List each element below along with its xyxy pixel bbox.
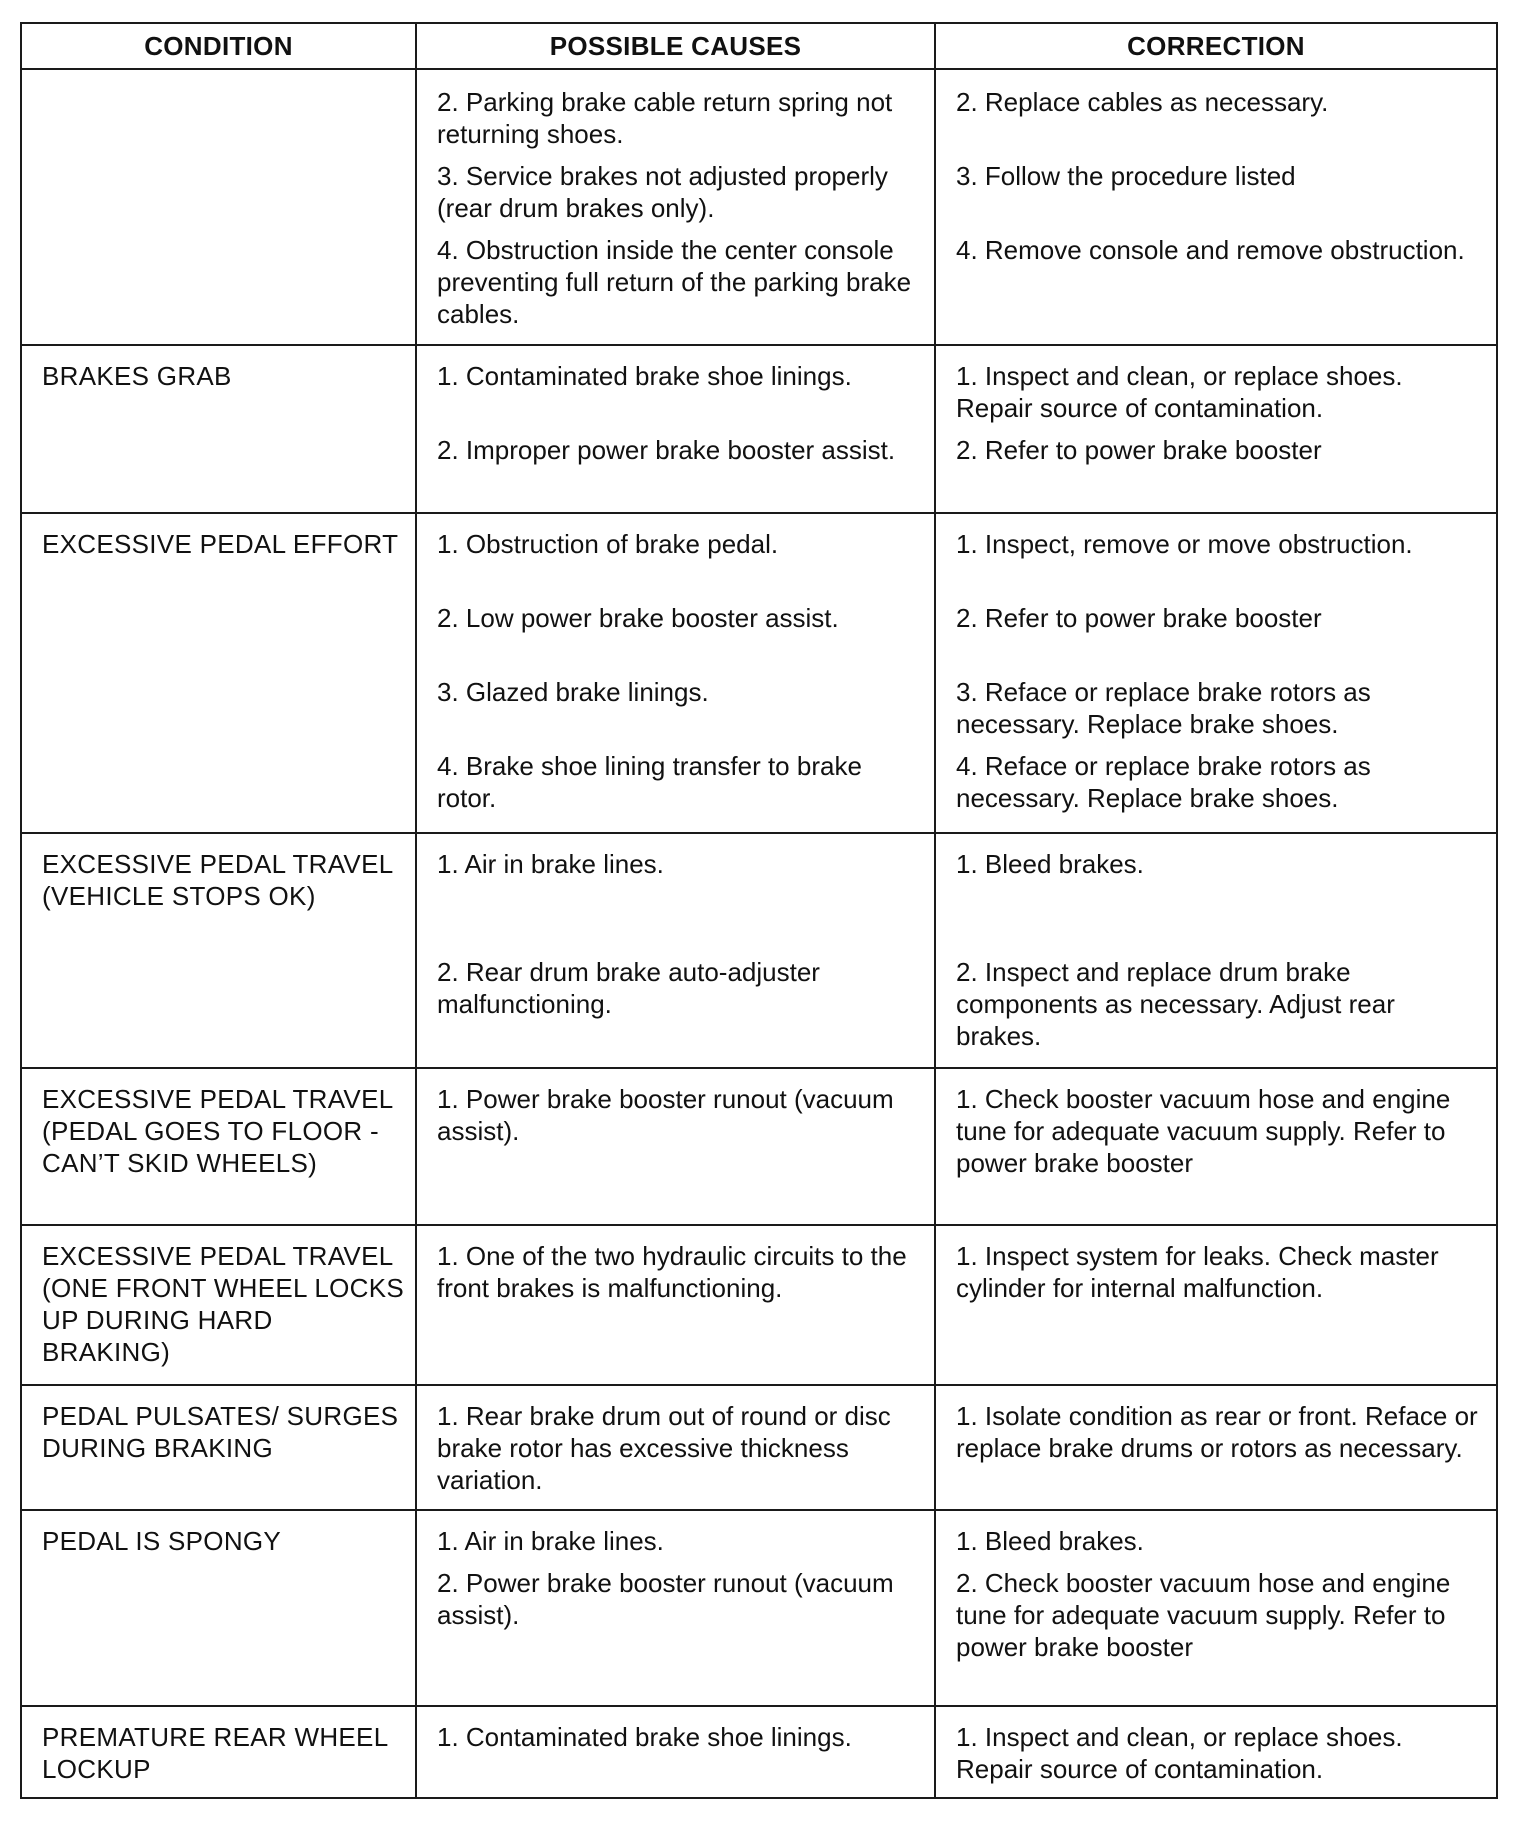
causes-cell — [416, 1385, 935, 1510]
cause-item: 2. Low power brake booster assist. — [437, 603, 839, 633]
cause-item: 1. Contaminated brake shoe linings. — [437, 361, 852, 391]
causes-cell — [416, 1068, 935, 1225]
correction-item: 2. Refer to power brake booster — [956, 435, 1322, 465]
correction-item: 1. Bleed brakes. — [956, 849, 1144, 879]
correction-item: 2. Replace cables as necessary. — [956, 87, 1329, 117]
causes-cell — [416, 345, 935, 513]
header-possible-causes: POSSIBLE CAUSES — [416, 23, 935, 69]
cause-item: 4. Obstruction inside the center console preventing full return of the parking brake cables. — [437, 235, 912, 329]
condition-cell: PEDAL PULSATES/ SURGES DURING BRAKING — [21, 1385, 416, 1510]
correction-item: 1. Inspect and clean, or replace shoes. Repair source of contamination. — [956, 1722, 1403, 1784]
cause-item: 2. Rear drum brake auto-adjuster malfunctioning. — [437, 957, 820, 1019]
correction-cell — [935, 1510, 1497, 1706]
correction-item: 4. Remove console and remove obstruction. — [956, 235, 1465, 265]
causes-cell — [416, 69, 935, 345]
cause-item: 1. Air in brake lines. — [437, 1526, 664, 1556]
correction-cell — [935, 1068, 1497, 1225]
correction-item: 3. Follow the procedure listed — [956, 161, 1296, 191]
causes-cell — [416, 1510, 935, 1706]
cause-item: 3. Service brakes not adjusted properly (rear drum brakes only). — [437, 161, 888, 223]
table-row — [21, 1225, 1497, 1385]
correction-item: 1. Inspect system for leaks. Check master cylinder for internal malfunction. — [956, 1241, 1439, 1303]
correction-cell — [935, 833, 1497, 1068]
causes-cell — [416, 833, 935, 1068]
correction-item: 3. Reface or replace brake rotors as necessary. Replace brake shoes. — [956, 677, 1371, 739]
table-row — [21, 513, 1497, 833]
cause-item: 2. Parking brake cable return spring not returning shoes. — [437, 87, 893, 149]
table-row — [21, 69, 1497, 345]
condition-cell: PREMATURE REAR WHEEL LOCKUP — [21, 1706, 416, 1798]
correction-item: 1. Inspect, remove or move obstruction. — [956, 529, 1413, 559]
correction-item: 2. Inspect and replace drum brake components as necessary. Adjust rear brakes. — [956, 957, 1395, 1051]
correction-item: 1. Inspect and clean, or replace shoes. Repair source of contamination. — [956, 361, 1403, 423]
cause-item: 3. Glazed brake linings. — [437, 677, 709, 707]
correction-item: 2. Refer to power brake booster — [956, 603, 1322, 633]
cause-item: 1. Power brake booster runout (vacuum assist). — [437, 1084, 894, 1146]
cause-item: 1. Obstruction of brake pedal. — [437, 529, 779, 559]
cause-item: 1. Contaminated brake shoe linings. — [437, 1722, 852, 1752]
table-row — [21, 1068, 1497, 1225]
condition-cell: BRAKES GRAB — [21, 345, 416, 513]
table-row — [21, 833, 1497, 1068]
condition-cell: EXCESSIVE PEDAL TRAVEL (PEDAL GOES TO FLOOR - CAN’T SKID WHEELS) — [21, 1068, 416, 1225]
correction-cell — [935, 1225, 1497, 1385]
correction-item: 1. Bleed brakes. — [956, 1526, 1144, 1556]
cause-item: 2. Power brake booster runout (vacuum assist). — [437, 1568, 894, 1630]
condition-cell: EXCESSIVE PEDAL TRAVEL (VEHICLE STOPS OK) — [21, 833, 416, 1068]
correction-item: 1. Isolate condition as rear or front. Reface or replace brake drums or rotors as necessary. — [956, 1401, 1478, 1463]
correction-item: 2. Check booster vacuum hose and engine tune for adequate vacuum supply. Refer to power brake booster — [956, 1568, 1451, 1662]
correction-cell — [935, 69, 1497, 345]
header-condition: CONDITION — [21, 23, 416, 69]
table-row — [21, 1385, 1497, 1510]
cause-item: 1. Rear brake drum out of round or disc brake rotor has excessive thickness variation. — [437, 1401, 891, 1495]
causes-cell — [416, 513, 935, 833]
condition-cell — [21, 69, 416, 345]
condition-cell: PEDAL IS SPONGY — [21, 1510, 416, 1706]
condition-cell: EXCESSIVE PEDAL EFFORT — [21, 513, 416, 833]
table-row — [21, 1510, 1497, 1706]
causes-cell — [416, 1706, 935, 1798]
condition-cell: EXCESSIVE PEDAL TRAVEL (ONE FRONT WHEEL LOCKS UP DURING HARD BRAKING) — [21, 1225, 416, 1385]
correction-cell — [935, 1706, 1497, 1798]
header-row — [21, 23, 1497, 69]
table-row — [21, 345, 1497, 513]
header-correction: CORRECTION — [935, 23, 1497, 69]
correction-item: 1. Check booster vacuum hose and engine tune for adequate vacuum supply. Refer to power brake booster — [956, 1084, 1451, 1178]
correction-cell — [935, 345, 1497, 513]
correction-item: 4. Reface or replace brake rotors as necessary. Replace brake shoes. — [956, 751, 1371, 813]
correction-cell — [935, 513, 1497, 833]
cause-item: 1. One of the two hydraulic circuits to the front brakes is malfunctioning. — [437, 1241, 907, 1303]
causes-cell — [416, 1225, 935, 1385]
correction-cell — [935, 1385, 1497, 1510]
cause-item: 1. Air in brake lines. — [437, 849, 664, 879]
cause-item: 4. Brake shoe lining transfer to brake rotor. — [437, 751, 862, 813]
table-row — [21, 1706, 1497, 1798]
diagnosis-table — [20, 22, 1498, 1799]
cause-item: 2. Improper power brake booster assist. — [437, 435, 896, 465]
